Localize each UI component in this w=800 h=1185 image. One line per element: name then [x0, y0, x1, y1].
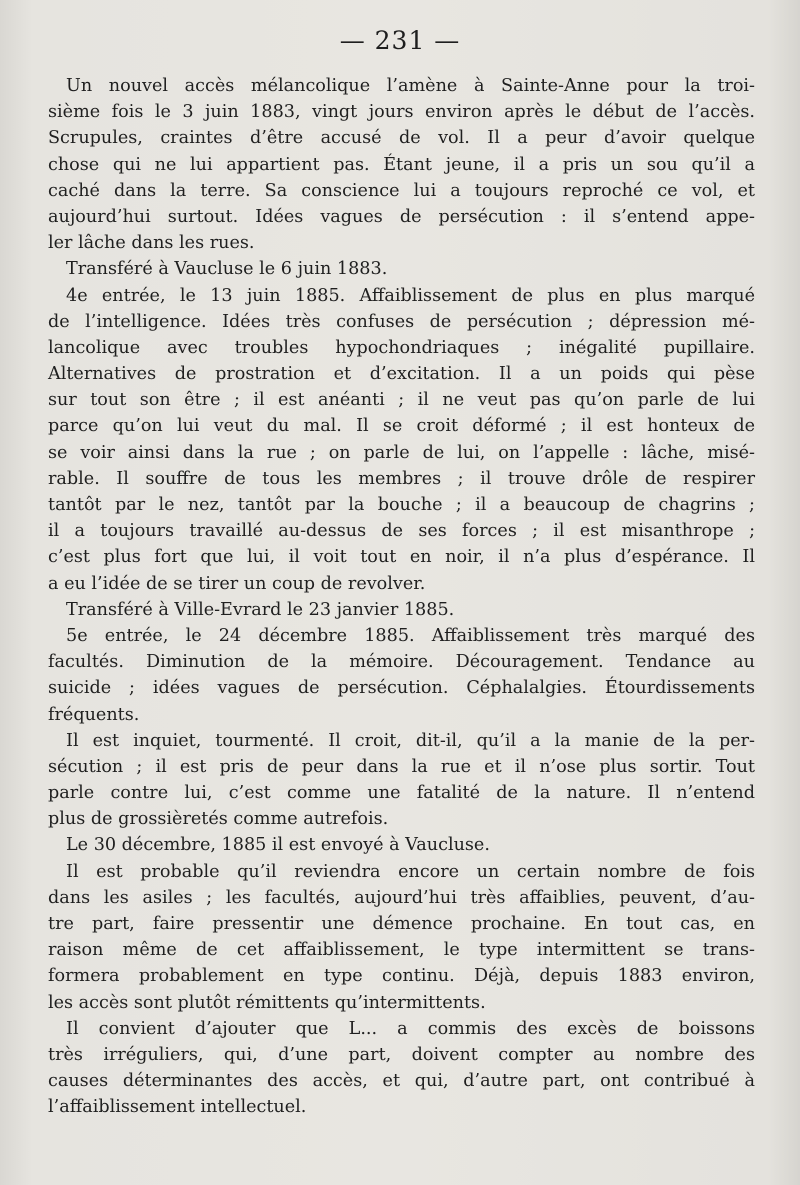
- text-line: les accès sont plutôt rémittents qu’intermittents.: [48, 992, 486, 1013]
- text-line: tre part, faire pressentir une démence prochaine. En tout cas, en: [48, 914, 755, 934]
- page-number: — 231 —: [339, 26, 461, 55]
- text-line: Scrupules, craintes d’être accusé de vol. Il a peur d’avoir quelque: [48, 128, 755, 149]
- text-line: 4e entrée, le 13 juin 1885. Affaiblissement de plus en plus marqué: [66, 285, 755, 306]
- text-line: facultés. Diminution de la mémoire. Découragement. Tendance au: [48, 652, 755, 673]
- text-line: Alternatives de prostration et d’excitation. Il a un poids qui pèse: [48, 364, 755, 385]
- text-line: de l’intelligence. Idées très confuses de persécution ; dépression mé-: [48, 311, 755, 332]
- text-line: causes déterminantes des accès, et qui, d’autre part, ont contribué à: [48, 1071, 755, 1092]
- text-line: parle contre lui, c’est comme une fatalité de la nature. Il n’entend: [48, 783, 755, 804]
- text-line: sième fois le 3 juin 1883, vingt jours environ après le début de l’accès.: [48, 102, 755, 123]
- text-line: sécution ; il est pris de peur dans la rue et il n’ose plus sortir. Tout: [48, 756, 755, 777]
- text-line: parce qu’on lui veut du mal. Il se croit déformé ; il est honteux de: [48, 416, 755, 437]
- text-line: l’affaiblissement intellectuel.: [48, 1097, 307, 1118]
- text-line: suicide ; idées vagues de persécution. Céphalalgies. Étourdissements: [48, 678, 755, 699]
- text-line: Il est inquiet, tourmenté. Il croit, dit-il, qu’il a la manie de la per-: [66, 730, 755, 751]
- text-line: aujourd’hui surtout. Idées vagues de persécution : il s’entend appe-: [48, 206, 755, 227]
- text-line: très irréguliers, qui, d’une part, doivent compter au nombre des: [48, 1044, 755, 1065]
- text-line: tantôt par le nez, tantôt par la bouche ; il a beaucoup de chagrins ;: [48, 495, 755, 515]
- text-line: fréquents.: [48, 704, 140, 725]
- text-line: chose qui ne lui appartient pas. Étant jeune, il a pris un sou qu’il a: [48, 154, 755, 175]
- text-line: a eu l’idée de se tirer un coup de revolver.: [48, 573, 426, 594]
- text-line: 5e entrée, le 24 décembre 1885. Affaiblissement très marqué des: [66, 625, 755, 646]
- text-line: Transféré à Ville-Evrard le 23 janvier 1885.: [66, 599, 455, 620]
- text-line: se voir ainsi dans la rue ; on parle de lui, on l’appelle : lâche, misé-: [48, 442, 755, 463]
- text-line: sur tout son être ; il est anéanti ; il ne veut pas qu’on parle de lui: [48, 390, 755, 411]
- text-line: Le 30 décembre, 1885 il est envoyé à Vaucluse.: [66, 835, 490, 856]
- text-line: lancolique avec troubles hypochondriaques ; inégalité pupillaire.: [48, 337, 755, 358]
- text-line: ler lâche dans les rues.: [48, 233, 255, 254]
- text-line: il a toujours travaillé au-dessus de ses forces ; il est misanthrope ;: [48, 521, 755, 542]
- text-line: caché dans la terre. Sa conscience lui a toujours reproché ce vol, et: [48, 180, 755, 201]
- text-line: c’est plus fort que lui, il voit tout en noir, il n’a plus d’espérance. Il: [48, 547, 755, 568]
- text-line: Un nouvel accès mélancolique l’amène à Sainte-Anne pour la troi-: [66, 76, 755, 96]
- text-line: Il est probable qu’il reviendra encore un certain nombre de fois: [66, 861, 755, 882]
- text-line: plus de grossièretés comme autrefois.: [48, 809, 389, 830]
- text-line: raison même de cet affaiblissement, le type intermittent se trans-: [48, 940, 755, 961]
- text-line: Transféré à Vaucluse le 6 juin 1883.: [66, 259, 388, 280]
- text-line: rable. Il souffre de tous les membres ; il trouve drôle de respirer: [48, 468, 755, 489]
- text-line: dans les asiles ; les facultés, aujourd’hui très affaiblies, peuvent, d’au-: [48, 887, 755, 908]
- text-line: formera probablement en type continu. Déjà, depuis 1883 environ,: [48, 966, 755, 987]
- text-line: Il convient d’ajouter que L... a commis des excès de boissons: [66, 1018, 755, 1039]
- body-text: [48, 73, 755, 1121]
